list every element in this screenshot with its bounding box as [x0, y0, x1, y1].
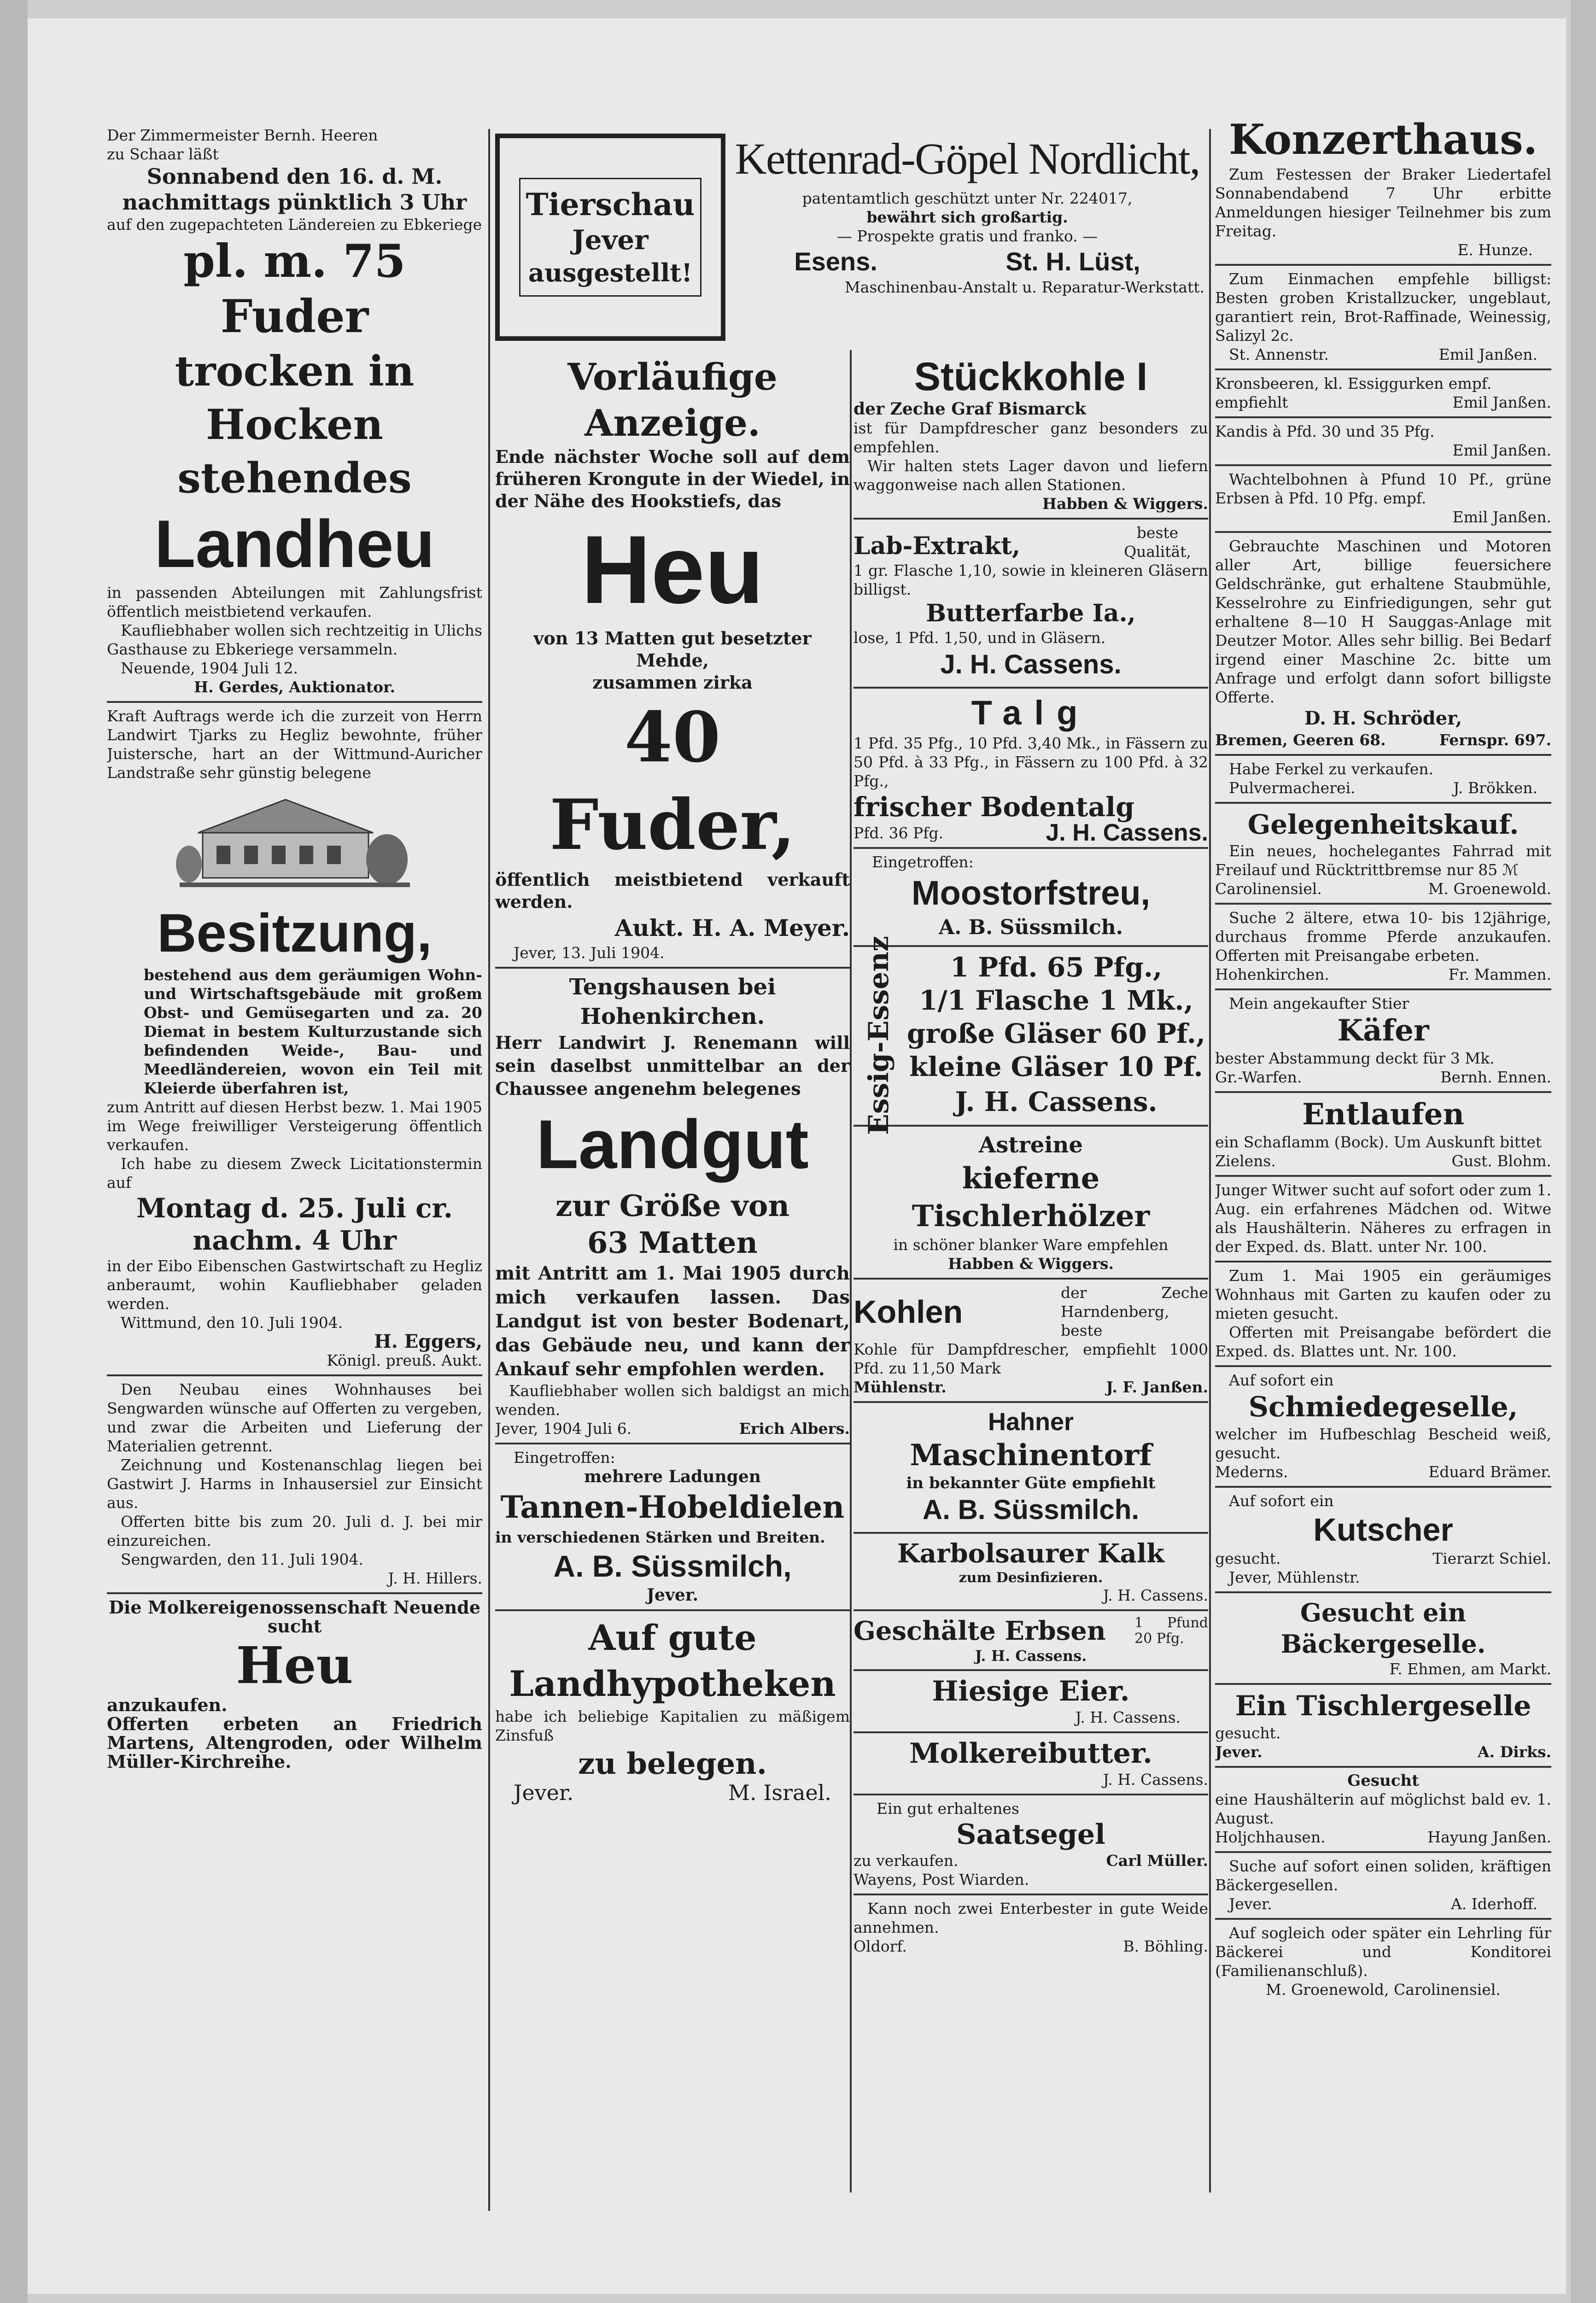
ad-headline: Konzerthaus.: [1228, 115, 1538, 164]
ad-signature: Aukt. H. A. Meyer.: [614, 914, 850, 941]
ad-headline: Maschinentorf: [910, 1438, 1152, 1473]
column-2: [495, 350, 850, 1807]
ad-headline: Butterfarbe Ia.,: [926, 599, 1136, 627]
ad-place: Jever.: [1229, 1895, 1272, 1913]
ad-saatsegel: [854, 1795, 1208, 1895]
column-3: [854, 350, 1208, 1960]
ad-signature: Fr. Mammen.: [1448, 965, 1551, 983]
ad-text: zu verkaufen.: [854, 1852, 959, 1870]
ad-neubau: [107, 1376, 482, 1594]
ad-text: Offerten mit Preisangabe befördert die Exped. ds. Blattes unt. Nr. 100.: [1215, 1323, 1551, 1360]
ad-text: Kann noch zwei Enterbester in gute Weide annehmen.: [854, 1900, 1208, 1936]
ad-text: eine Haushälterin auf möglichst bald ev. 1. August.: [1215, 1790, 1551, 1827]
ad-headline: Heu: [581, 515, 764, 624]
column-rule: [850, 350, 852, 2192]
ad-signature: Gust. Blohm.: [1451, 1152, 1551, 1170]
ad-text: lose, 1 Pfd. 1,50, und in Gläsern.: [854, 629, 1106, 647]
ad-stier: [1215, 990, 1551, 1093]
ad-signature: M. Groenewold.: [1428, 880, 1551, 898]
ad-time: nachm. 4 Uhr: [193, 1225, 397, 1256]
ad-text: beste Qualität,: [1124, 524, 1191, 561]
ad-headline: Ein Tischlergeselle: [1235, 1690, 1532, 1722]
ad-signature: J. H. Cassens.: [1046, 819, 1208, 846]
column-1: [107, 122, 482, 1776]
ad-text: bestehend aus dem geräumigen Wohn- und Wirtschaftsgebäude mit großem Obst- und Gemüsegarten und za. 20 Diemat in bestem Kulturzustande sich befindenden Weide-, Bau- und Meedländereien, wovon ein Teil mit Kleierde überfahren ist,: [144, 966, 482, 1097]
ad-headline: Tannen-Hobeldielen: [500, 1489, 845, 1525]
ad-signature: A. Iderhoff.: [1450, 1895, 1538, 1913]
column-4: [1215, 111, 1551, 2004]
ad-baeckergesellen: [1215, 1853, 1551, 1920]
ad-text: Kronsbeeren, kl. Essiggurken empf.: [1215, 374, 1492, 392]
kettenrad-prospekte: — Prospekte gratis und franko. —: [836, 227, 1098, 245]
ad-essig-essenz: [854, 935, 1208, 1135]
ad-text: ist für Dampfdrescher ganz besonders zu empfehlen.: [854, 419, 1208, 456]
ad-headline: Auf gute: [588, 1617, 757, 1658]
ad-haushaelterin: [1215, 1768, 1551, 1853]
ad-text: Ende nächster Woche soll auf dem früheren Krongute in der Wiedel, in der Nähe des Hookstiefs, das: [495, 446, 850, 511]
ad-headline: 40 Fuder,: [550, 697, 795, 865]
ad-text: Zeichnung und Kostenanschlag liegen bei Gastwirt J. Harms in Inhausersiel zur Einsicht aus.: [107, 1456, 482, 1512]
ad-signature: Habben & Wiggers.: [947, 1255, 1114, 1273]
ad-kandis: [1215, 418, 1551, 466]
column-rule: [488, 129, 490, 2211]
ad-text: 1 Pfd. 65 Pfg.,: [950, 952, 1163, 983]
ad-signature: Emil Janßen.: [1452, 393, 1551, 411]
ad-hypotheken: [495, 1611, 850, 1807]
ad-erbsen: [854, 1611, 1208, 1671]
ad-text: bester Abstammung deckt für 3 Mk.: [1215, 1049, 1495, 1067]
ad-eier: [854, 1671, 1208, 1733]
ad-headline: Talg: [971, 694, 1091, 732]
ad-headline: Saatsegel: [956, 1818, 1105, 1851]
ad-wohnhaus: [1215, 1263, 1551, 1367]
kettenrad-ad: [730, 129, 1204, 297]
ad-text: Kandis à Pfd. 30 und 35 Pfg.: [1215, 422, 1435, 440]
ad-molkerei-heu: [107, 1594, 482, 1776]
ad-place: Holjchhausen.: [1215, 1828, 1326, 1846]
ad-place: Bremen, Geeren 68.: [1215, 731, 1386, 749]
ad-text: Pfd. 36 Pfg.: [854, 824, 944, 842]
ad-signature: Erich Albers.: [739, 1420, 850, 1438]
ad-headline: zur Größe von: [555, 1189, 789, 1223]
ad-time: nachmittags pünktlich 3 Uhr: [122, 190, 467, 215]
ad-tischlerhoelzer: [854, 1127, 1208, 1280]
kettenrad-patent: patentamtlich geschützt unter Nr. 224017,: [802, 189, 1133, 207]
ad-signature: Tierarzt Schiel.: [1432, 1549, 1551, 1567]
ad-headline: Astreine: [979, 1132, 1083, 1158]
ad-witwer: [1215, 1177, 1551, 1263]
ad-signature: J. H. Cassens.: [1103, 1771, 1208, 1789]
ad-text: große Gläser 60 Pf.,: [906, 1018, 1206, 1049]
ad-headline: Vorläufige Anzeige.: [567, 355, 778, 444]
ad-talg: [854, 689, 1208, 849]
ad-text: Eingetroffen:: [872, 853, 974, 871]
kettenrad-firm: St. H. Lüst,: [1006, 247, 1140, 276]
ad-signature: Bernh. Ennen.: [1440, 1068, 1551, 1086]
ad-headline: Gesucht ein Bäckergeselle.: [1280, 1598, 1486, 1659]
ad-headline: Hahner: [988, 1408, 1074, 1436]
ad-text: Kraft Auftrags werde ich die zurzeit von Herrn Landwirt Tjarks zu Hegliz bewohnte, früher Juistersche, hart an der Wittmund-Auricher Landstraße sehr günstig belegene: [107, 707, 482, 782]
ad-besitzung: [107, 703, 482, 1376]
ad-text: 1 gr. Flasche 1,10, sowie in kleineren Gläsern billigst.: [854, 561, 1208, 598]
ad-headline: Landhypotheken: [509, 1663, 836, 1704]
tierschau-note: ausgestellt!: [528, 258, 693, 287]
ad-place: Hohenkirchen.: [1215, 965, 1330, 983]
ad-headline: Gesucht: [1347, 1771, 1419, 1790]
ad-text: 1 Pfund 20 Pfg.: [1134, 1615, 1208, 1647]
kettenrad-town: Esens.: [794, 247, 877, 276]
ad-text: mit Antritt am 1. Mai 1905 durch mich verkaufen lassen. Das Landgut ist von bester Bodenart, das Gebäude neu, und kann der Ankauf sehr empfohlen werden.: [495, 1263, 850, 1380]
ad-place: Jever.: [647, 1585, 698, 1605]
ad-signature: A. B. Süssmilch,: [553, 1549, 792, 1583]
ad-text: von 13 Matten gut besetzter Mehde,: [533, 628, 812, 671]
ad-text: Kaufliebhaber wollen sich baldigst an mich wenden.: [495, 1382, 850, 1419]
ad-date: Neuende, 1904 Juli 12.: [121, 659, 298, 677]
ad-tischlergeselle: [1215, 1685, 1551, 1768]
ad-text: zu Schaar läßt: [107, 145, 219, 163]
ad-headline: 63 Matten: [587, 1226, 758, 1260]
ad-text: kleine Gläser 10 Pf.: [909, 1051, 1203, 1082]
ad-text: zum Antritt auf diesen Herbst bezw. 1. Mai 1905 im Wege freiwilliger Versteigerung öffentlich verkaufen.: [107, 1098, 482, 1154]
ad-landheu: [107, 122, 482, 703]
ad-signature: M. Israel.: [728, 1780, 831, 1805]
ad-text: Auf sogleich oder später ein Lehrling für Bäckerei und Konditorei (Familienanschluß).: [1215, 1924, 1551, 1980]
ad-headline: Kohlen: [854, 1293, 963, 1330]
ad-headline: frischer Bodentalg: [854, 791, 1134, 823]
ad-gelegenheitskauf: [1215, 804, 1551, 905]
ad-text: anzukaufen.: [107, 1695, 228, 1715]
ad-side-title: Essig-Essenz: [863, 935, 895, 1135]
ad-text: auf den zugepachteten Ländereien zu Ebkeriege: [107, 216, 482, 234]
ad-text: Wachtelbohnen à Pfund 10 Pf., grüne Erbsen à Pfd. 10 Pfg. empf.: [1215, 470, 1551, 507]
ad-signature: Emil Janßen.: [1452, 441, 1551, 459]
ad-place: Mühlenstr.: [854, 1378, 947, 1396]
ad-text: Wir halten stets Lager davon und liefern waggonweise nach allen Stationen.: [854, 457, 1208, 494]
right-page-edge: [1571, 0, 1596, 2303]
ad-text: zum Desinfizieren.: [959, 1570, 1103, 1586]
ad-signature: Eduard Brämer.: [1428, 1463, 1551, 1481]
ad-headline: Lab-Extrakt,: [854, 532, 1021, 560]
ad-text: Der Zimmermeister Bernh. Heeren: [107, 126, 378, 144]
ad-text: in schöner blanker Ware empfehlen: [893, 1236, 1169, 1254]
ad-signature: A. B. Süssmilch.: [939, 916, 1123, 939]
ad-signature: Hayung Janßen.: [1427, 1828, 1551, 1846]
ad-karbolkalk: [854, 1534, 1208, 1611]
ad-lehrling: [1215, 1920, 1551, 2004]
ad-text: habe ich beliebige Kapitalien zu mäßigem Zinsfuß: [495, 1707, 850, 1744]
ad-place: St. Annenstr.: [1229, 345, 1329, 363]
ad-headline: Geschälte Erbsen: [854, 1616, 1106, 1646]
ad-text: in verschiedenen Stärken und Breiten.: [495, 1528, 825, 1546]
ad-headline: Heu: [236, 1636, 353, 1695]
ad-text: Ein neues, hochelegantes Fahrrad mit Freilauf und Rücktrittbremse nur 85 ℳ: [1215, 842, 1551, 879]
ad-signature: J. F. Janßen.: [1106, 1378, 1208, 1396]
ad-signature: A. B. Süssmilch.: [922, 1494, 1140, 1525]
ad-baeckergeselle: [1215, 1593, 1551, 1685]
ad-text: Herr Landwirt J. Renemann will sein daselbst unmittelbar an der Chaussee angenehm belegenes: [495, 1032, 850, 1099]
ad-signature: D. H. Schröder,: [1304, 707, 1462, 729]
ad-text: gesucht.: [1215, 1724, 1281, 1742]
ad-text: empfiehlt: [1215, 393, 1288, 411]
ad-landgut: [495, 969, 850, 1444]
ad-date: Sengwarden, den 11. Juli 1904.: [121, 1550, 364, 1568]
ad-date: Wittmund, den 10. Juli 1904.: [121, 1314, 343, 1332]
ad-signature: Königl. preuß. Aukt.: [327, 1351, 482, 1369]
ad-headline: Entlaufen: [1302, 1097, 1464, 1132]
ad-maschinen: [1215, 533, 1551, 756]
ad-signature: H. Gerdes, Auktionator.: [193, 678, 396, 696]
ad-signature: Emil Janßen.: [1452, 508, 1551, 526]
ad-headline: pl. m. 75 Fuder: [183, 235, 406, 343]
ad-place: Zielens.: [1215, 1152, 1276, 1170]
ad-maschinentorf: [854, 1403, 1208, 1534]
ad-headline: Besitzung,: [157, 903, 432, 964]
ad-text: Mein angekaufter Stier: [1229, 994, 1409, 1012]
tierschau-title: Tierschau: [526, 187, 695, 222]
ad-schmiedegeselle: [1215, 1367, 1551, 1488]
ad-text: gesucht.: [1215, 1549, 1281, 1567]
ad-text: zusammen zirka: [592, 672, 753, 693]
ad-place: Gr.-Warfen.: [1215, 1068, 1302, 1086]
ad-date: Montag d. 25. Juli cr.: [136, 1192, 453, 1224]
ad-text: Kaufliebhaber wollen sich rechtzeitig in Ulichs Gasthause zu Ebkeriege versammeln.: [107, 621, 482, 658]
ad-text: Ich habe zu diesem Zweck Licitationstermin auf: [107, 1155, 482, 1192]
ad-signature: J. Brökken.: [1453, 779, 1538, 797]
ad-place: Jever.: [1215, 1743, 1263, 1761]
ad-text: Habe Ferkel zu verkaufen.: [1229, 760, 1434, 778]
ad-headline: Stückkohle I: [914, 355, 1148, 399]
ad-entlaufen: [1215, 1093, 1551, 1177]
ad-text: Suche auf sofort einen soliden, kräftigen Bäckergesellen.: [1215, 1857, 1551, 1894]
ad-stueckkohle: [854, 350, 1208, 520]
farmhouse-illustration-icon: [175, 790, 415, 896]
ad-place: Pulvermacherei.: [1229, 779, 1356, 797]
ad-headline: Molkereibutter.: [909, 1737, 1152, 1770]
ad-text: Ein gut erhaltenes: [877, 1800, 1019, 1818]
ad-signature: J. H. Cassens.: [955, 1086, 1158, 1117]
ad-headline: Gelegenheitskauf.: [1247, 809, 1519, 840]
kettenrad-workshop: Maschinenbau-Anstalt u. Reparatur-Werkstatt.: [844, 278, 1204, 296]
ad-headline: zu belegen.: [578, 1747, 767, 1781]
column-rule: [1209, 129, 1211, 2192]
ad-text: Eingetroffen:: [514, 1449, 615, 1467]
ad-date: Sonnabend den 16. d. M.: [146, 164, 443, 189]
ad-konzerthaus: [1215, 111, 1551, 266]
tierschau-place: Jever: [572, 224, 649, 256]
ad-text: in der Eibo Eibenschen Gastwirtschaft zu Hegliz anberaumt, wohin Kaufliebhaber geladen werden.: [107, 1257, 482, 1313]
ad-pferde: [1215, 905, 1551, 990]
ad-lab-extrakt: [854, 520, 1208, 689]
ad-text: Offerten erbeten an Friedrich Martens, Altengroden, oder Wilhelm Müller-Kirchreihe.: [107, 1713, 482, 1772]
ad-text: mehrere Ladungen: [584, 1467, 761, 1486]
ad-headline: Karbolsaurer Kalk: [897, 1538, 1164, 1569]
ad-text: Junger Witwer sucht auf sofort oder zum 1. Aug. ein erfahrenes Mädchen od. Witwe als Haushälterin. Näheres zu erfragen in der Exped. ds. Blatt. unter Nr. 100.: [1215, 1181, 1551, 1256]
ad-text: Den Neubau eines Wohnhauses bei Sengwarden wünsche auf Offerten zu vergeben, und zwar die Arbeiten und Lieferung der Materialien getrennt.: [107, 1380, 482, 1455]
ad-kohlen: [854, 1280, 1208, 1403]
ad-text: der Zeche Harndenberg, beste: [1061, 1284, 1208, 1339]
ad-date: Jever, 1904 Juli 6.: [495, 1420, 632, 1438]
ad-signature: J. H. Cassens.: [1075, 1708, 1181, 1726]
kettenrad-proven: bewährt sich großartig.: [866, 208, 1068, 226]
ad-signature: J. H. Hillers.: [388, 1569, 482, 1587]
ad-signature: M. Groenewold, Carolinensiel.: [1266, 1981, 1501, 1999]
ad-moostorf: [854, 849, 1208, 947]
ad-text: Auf sofort ein: [1229, 1371, 1334, 1389]
ad-text: der Zeche Graf Bismarck: [854, 399, 1086, 419]
ad-text: in bekannter Güte empfiehlt: [906, 1474, 1156, 1492]
ad-place: Carolinensiel.: [1215, 880, 1322, 898]
ad-text: in passenden Abteilungen mit Zahlungsfrist öffentlich meistbietend verkaufen.: [107, 584, 482, 620]
ad-text: welcher im Hufbeschlag Bescheid weiß, gesucht.: [1215, 1425, 1551, 1462]
ad-wachtelbohnen: [1215, 466, 1551, 533]
ad-text: Offerten bitte bis zum 20. Juli d. J. bei mir einzureichen.: [107, 1513, 482, 1549]
ad-kronsbeeren: [1215, 370, 1551, 418]
ad-place: Tengshausen bei Hohenkirchen.: [569, 974, 776, 1029]
ad-heu: [495, 350, 850, 969]
ad-kutscher: [1215, 1488, 1551, 1593]
ad-place: Mederns.: [1215, 1463, 1288, 1481]
left-page-edge: [0, 0, 28, 2303]
ad-signature: Emil Janßen.: [1438, 345, 1538, 363]
ad-text: Zum Festessen der Braker Liedertafel Sonnabendabend 7 Uhr erbitte Anmeldungen hiesiger Teilnehmer bis zum Freitag.: [1215, 165, 1551, 240]
ad-headline: kieferne Tischlerhölzer: [912, 1161, 1150, 1233]
ad-headline: Landgut: [536, 1105, 809, 1183]
ad-molkereibutter: [854, 1733, 1208, 1795]
ad-place: Oldorf.: [854, 1937, 907, 1955]
ad-text: Auf sofort ein: [1229, 1492, 1334, 1510]
ad-text: Kohle für Dampfdrescher, empfiehlt 1000 Pfd. zu 11,50 Mark: [854, 1340, 1208, 1377]
ad-headline: Käfer: [1337, 1013, 1429, 1048]
ad-text: Gebrauchte Maschinen und Motoren aller Art, billige feuersichere Geldschränke, gut erhaltene Staubmühle, Kesselrohre zu Einfriedigungen, sehr gut erhaltene 8—10 H Sauggas-Anlage mit Deutzer Motor. Alles sehr billig. Bei Bedarf irgend einer Maschine 2c. bitte um Anfrage und erfolgt dann sofort billigste Offerte.: [1215, 537, 1551, 706]
ad-signature: B. Böhling.: [1123, 1937, 1208, 1955]
ad-text: Die Molkereigenossenschaft Neuende sucht: [108, 1597, 481, 1637]
ad-place: Jever, Mühlenstr.: [1229, 1568, 1360, 1586]
ad-phone: Fernspr. 697.: [1439, 731, 1551, 749]
ad-signature: H. Eggers,: [374, 1331, 482, 1352]
ad-headline: Moostorfstreu,: [912, 874, 1150, 912]
ad-text: 1/1 Flasche 1 Mk.,: [919, 985, 1193, 1016]
ad-signature: Carl Müller.: [1106, 1852, 1208, 1870]
ad-date: Jever, 13. Juli 1904.: [514, 944, 665, 962]
ad-einmachen: [1215, 266, 1551, 370]
tierschau-box: [495, 134, 725, 341]
kettenrad-title: Kettenrad-Göpel Nordlicht,: [735, 134, 1200, 183]
ad-headline: Schmiedegeselle,: [1248, 1391, 1518, 1423]
ad-signature: J. H. Cassens.: [940, 649, 1122, 679]
ad-hobeldielen: [495, 1444, 850, 1611]
ad-signature: E. Hunze.: [1457, 241, 1533, 259]
ad-text: öffentlich meistbietend verkauft werden.: [495, 869, 850, 912]
ad-headline: Kutscher: [1313, 1512, 1453, 1548]
ad-signature: F. Ehmen, am Markt.: [1389, 1660, 1551, 1678]
ad-text: ein Schaflamm (Bock). Um Auskunft bittet: [1215, 1133, 1542, 1151]
ad-signature: A. Dirks.: [1477, 1743, 1551, 1761]
ad-text: Zum Einmachen empfehle billigst: Besten groben Kristallzucker, ungeblaut, garantiert rein, Brot-Raffinade, Weinessig, Salizyl 2c.: [1215, 270, 1551, 345]
ad-signature: Habben & Wiggers.: [1042, 495, 1208, 513]
ad-ferkel: [1215, 756, 1551, 804]
ad-place: Jever.: [514, 1780, 574, 1805]
ad-text: 1 Pfd. 35 Pfg., 10 Pfd. 3,40 Mk., in Fässern zu 50 Pfd. à 33 Pfg., in Fässern zu 100 Pfd. à 32 Pfg.,: [854, 734, 1208, 790]
ad-headline: Landheu: [154, 506, 435, 581]
ad-headline: Hiesige Eier.: [932, 1675, 1130, 1707]
ad-weide: [854, 1895, 1208, 1960]
ad-signature: J. H. Cassens.: [1103, 1586, 1208, 1604]
ad-place: Wayens, Post Wiarden.: [854, 1870, 1029, 1888]
ad-headline: trocken in Hocken: [175, 347, 415, 449]
ad-headline: stehendes: [177, 454, 412, 503]
ad-signature: J. H. Cassens.: [975, 1647, 1087, 1665]
ad-text: Suche 2 ältere, etwa 10- bis 12jährige, durchaus fromme Pferde anzukaufen. Offerten mit Preisangabe erbeten.: [1215, 909, 1551, 964]
ad-text: Zum 1. Mai 1905 ein geräumiges Wohnhaus mit Garten zu kaufen oder zu mieten gesucht.: [1215, 1267, 1551, 1322]
